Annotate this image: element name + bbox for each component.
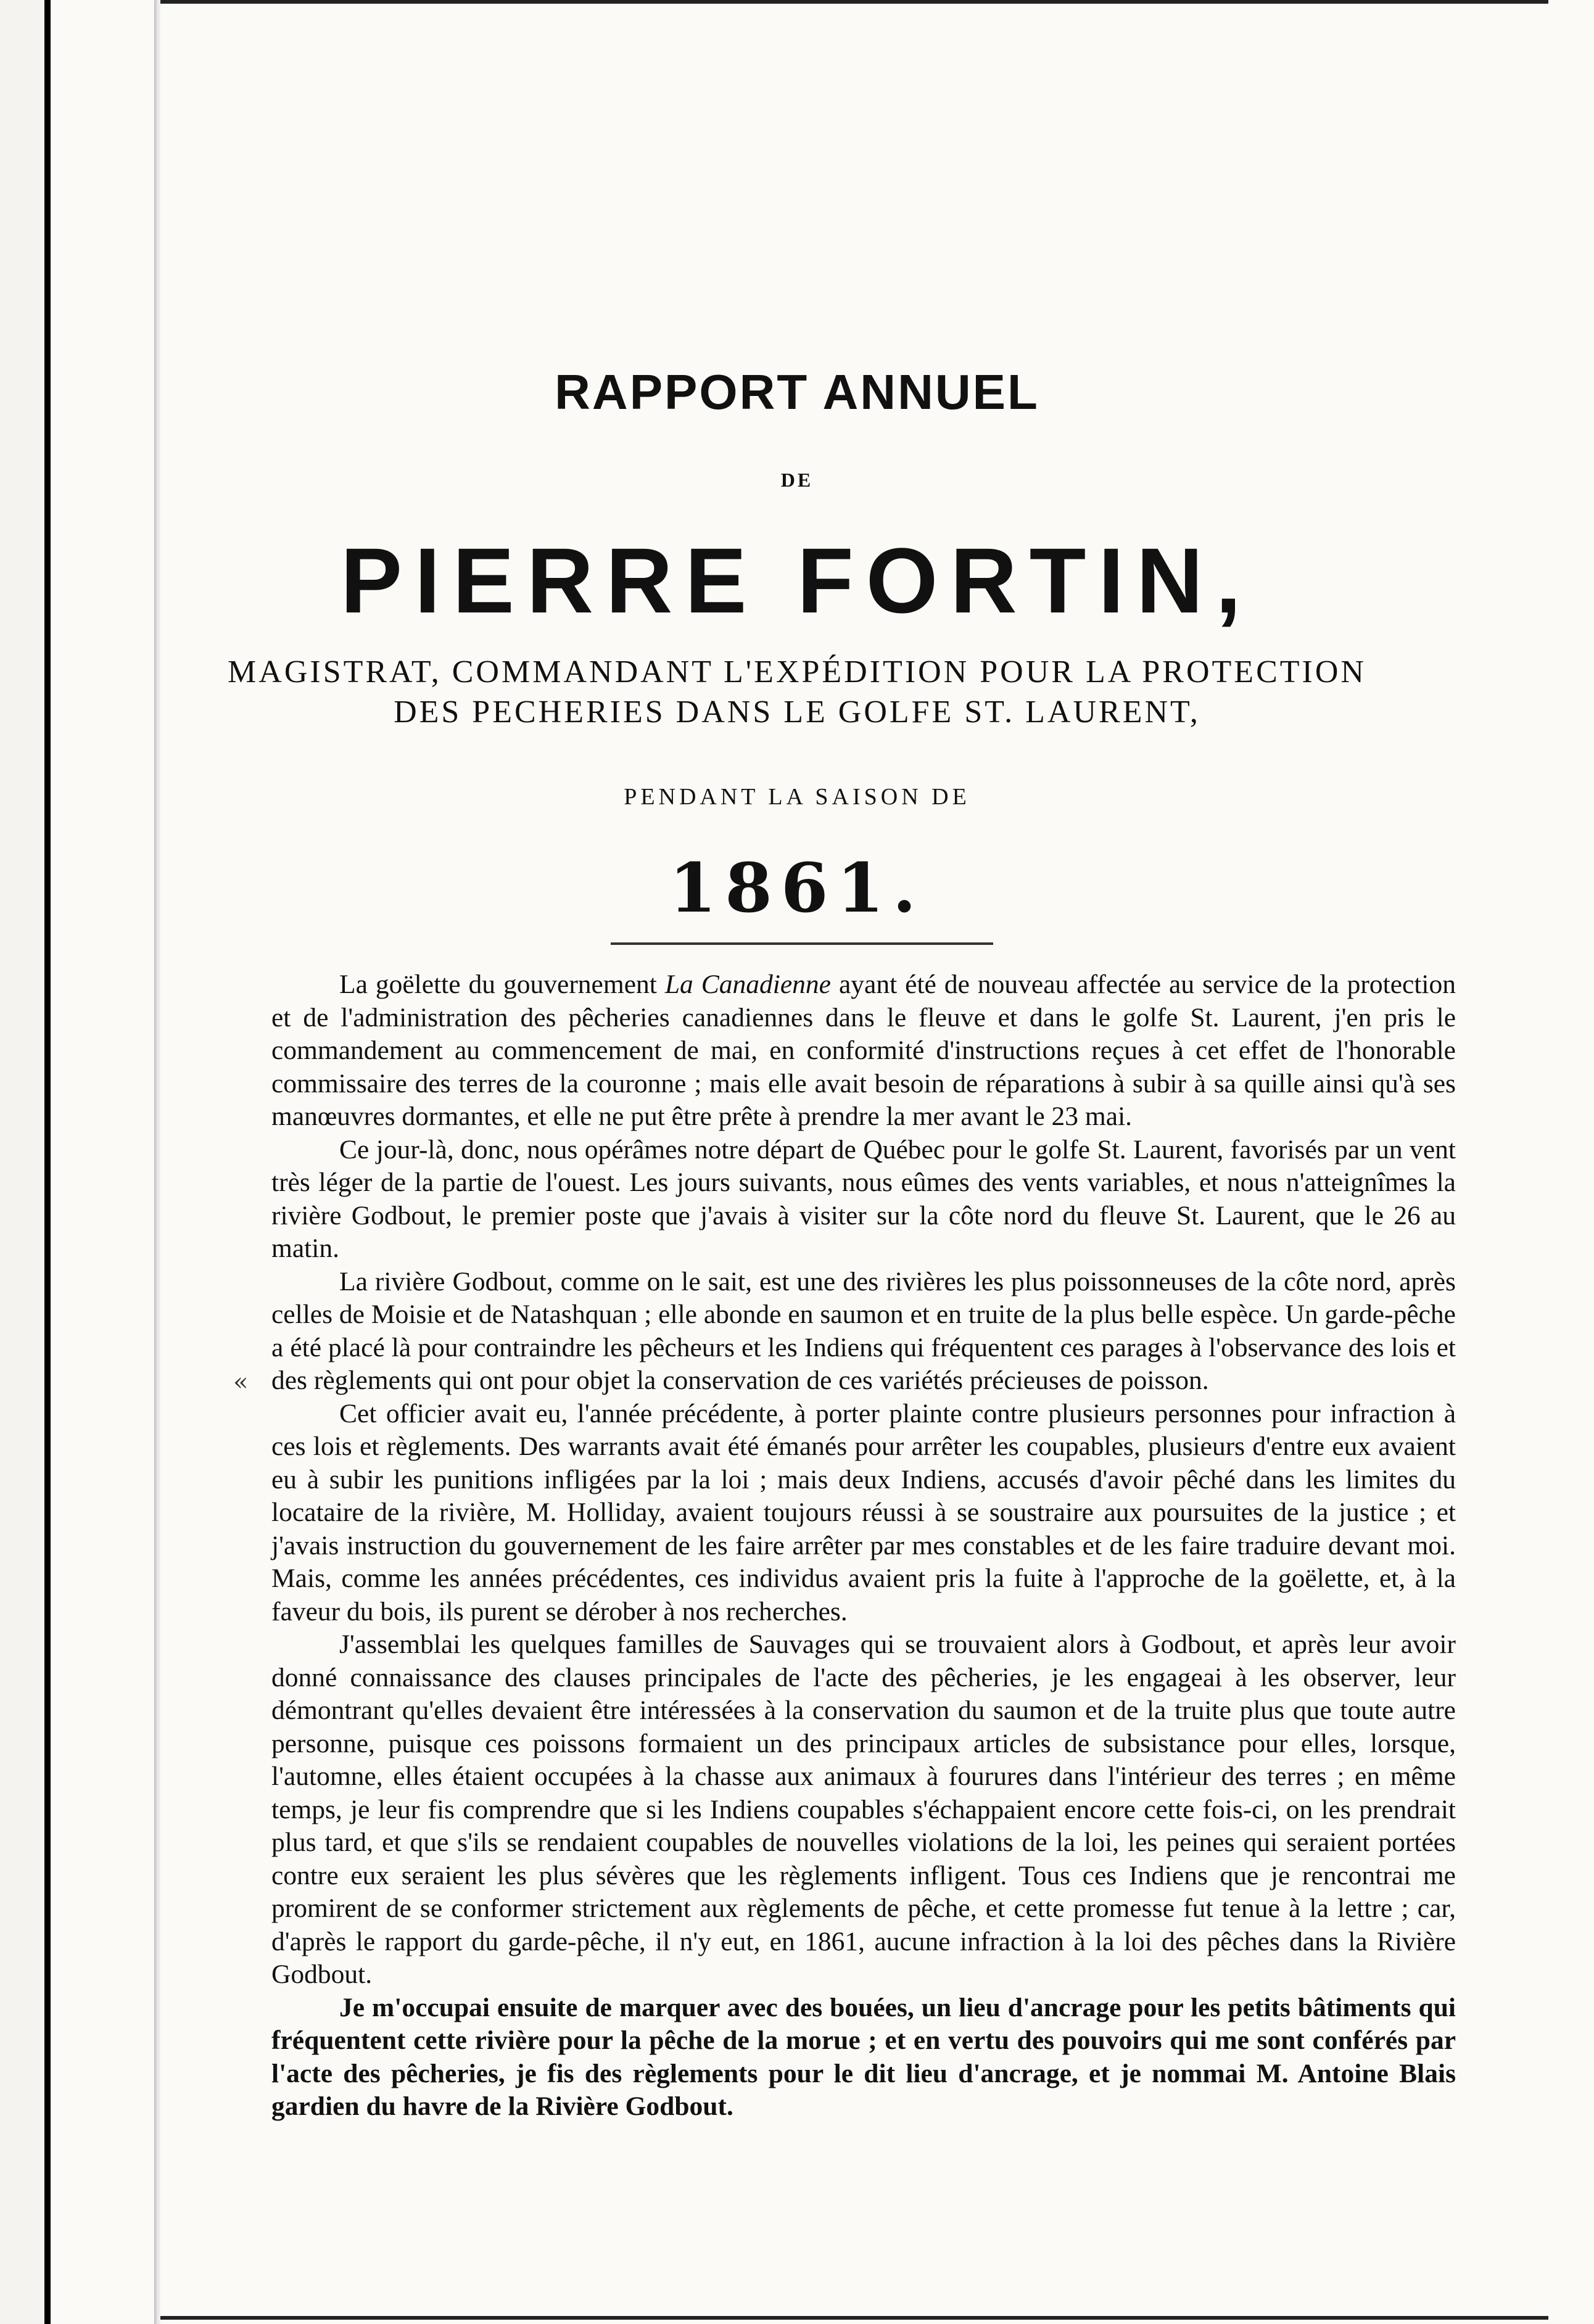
paragraph-3: La rivière Godbout, comme on le sait, est une des rivières les plus poissonneuses de la côte nord, après celles de Moisie et de Natashquan ; elle abonde en saumon et en truite de la plus belle espèce. Un garde-pêche a été placé là pour contraindre les pêcheurs et les Indiens qui fréquentent ces parages à l'observance des lois et des règlements qui ont pour objet la conservation de ces variétés précieuses de poisson. xyxy=(271,1266,1456,1395)
bottom-edge-line xyxy=(160,2316,1548,2320)
paragraph-4: Cet officier avait eu, l'année précédente, à porter plainte contre plusieurs personnes pour infraction à ces lois et règlements. Des warrants avait été émanés pour arrêter les coupables, plusieurs d'entre eux avaient eu à subir les punitions infligées par la loi ; mais deux Indiens, accusés d'avoir pêché dans les limites du locataire de la rivière, M. Holliday, avaient toujours réussi à se soustraire aux poursuites de la justice ; et j'avais instruction du gouvernement de les faire arrêter par mes constables et de les faire traduire devant moi. Mais, comme les années précédentes, ces individus avaient pris la fuite à l'approche de la goëlette, et, à la faveur du bois, ils purent se dérober à nos recherches. xyxy=(271,1398,1456,1626)
ship-name: La Canadienne xyxy=(664,970,831,999)
paragraph-2: Ce jour-là, donc, nous opérâmes notre départ de Québec pour le golfe St. Laurent, favorisés par un vent très léger de la partie de l'ouest. Les jours suivants, nous eûmes des vents variables, et nous n'atteignîmes la rivière Godbout, le premier poste que j'avais à visiter sur la côte nord du fleuve St. Laurent, que le 26 au matin. xyxy=(271,1134,1456,1263)
subtitle-line-2: DES PECHERIES DANS LE GOLFE ST. LAURENT, xyxy=(394,694,1200,730)
report-title: RAPPORT ANNUEL xyxy=(555,365,1039,419)
heading-divider xyxy=(611,942,993,945)
report-body xyxy=(271,968,1456,2124)
subtitle-line-1: MAGISTRAT, COMMANDANT L'EXPÉDITION POUR LA PROTECTION xyxy=(228,654,1366,690)
paragraph-1: La goëlette du gouvernement La Canadienne ayant été de nouveau affectée au service de la protection et de l'administration des pêcheries canadiennes dans le fleuve et dans le golfe St. Laurent, j'en pris le commandement au commencement de mai, en conformité d'instructions reçues à cet effet de l'honorable commissaire des terres de la couronne ; mais elle avait besoin de réparations à subir à sa quille ainsi qu'à ses manœuvres dormantes, et elle ne put être prête à prendre la mer avant le 23 mai. xyxy=(271,970,1456,1131)
author-name: PIERRE FORTIN, xyxy=(340,529,1254,632)
report-year: 1861. xyxy=(669,848,925,928)
page-spine xyxy=(154,0,160,2324)
season-label: PENDANT LA SAISON DE xyxy=(624,784,970,810)
paragraph-5: J'assemblai les quelques familles de Sauvages qui se trouvaient alors à Godbout, et après leur avoir donné connaissance des clauses principales de l'acte des pêcheries, je les engageai à les observer, leur démontrant qu'elles devaient être intéressées à la conservation du saumon et de la truite plus que toute autre personne, puisque ces poissons formaient un des principaux articles de subsistance pour elles, lorsque, l'automne, elles étaient occupées à la chasse aux animaux à fourures dans l'intérieur des terres ; en même temps, je leur fis comprendre que si les Indiens coupables s'échappaient encore cette fois-ci, on les prendrait plus tard, et que s'ils se rendaient coupables de nouvelles violations de la loi, les peines qui seraient portées contre eux seraient les plus sévères que les règlements infligent. Tous ces Indiens que je rencontrai me promirent de se conformer strictement aux règlements de pêche, et cette promesse fut tenue à la lettre ; car, d'après le rapport du garde-pêche, il n'y eut, en 1861, aucune infraction à la loi des pêches dans la Rivière Godbout. xyxy=(271,1630,1456,1989)
title-connector: DE xyxy=(780,469,814,491)
scan-left-margin xyxy=(0,0,44,2324)
top-edge-line xyxy=(160,0,1548,4)
paragraph-6: Je m'occupai ensuite de marquer avec des bouées, un lieu d'ancrage pour les petits bâtiments qui fréquentent cette rivière pour la pêche de la morue ; et en vertu des pouvoirs qui me sont conférés par l'acte des pêcheries, je fis des règlements pour le dit lieu d'ancrage, et je nommai M. Antoine Blais gardien du havre de la Rivière Godbout. xyxy=(271,1992,1456,2121)
margin-mark: « xyxy=(233,1368,249,1396)
